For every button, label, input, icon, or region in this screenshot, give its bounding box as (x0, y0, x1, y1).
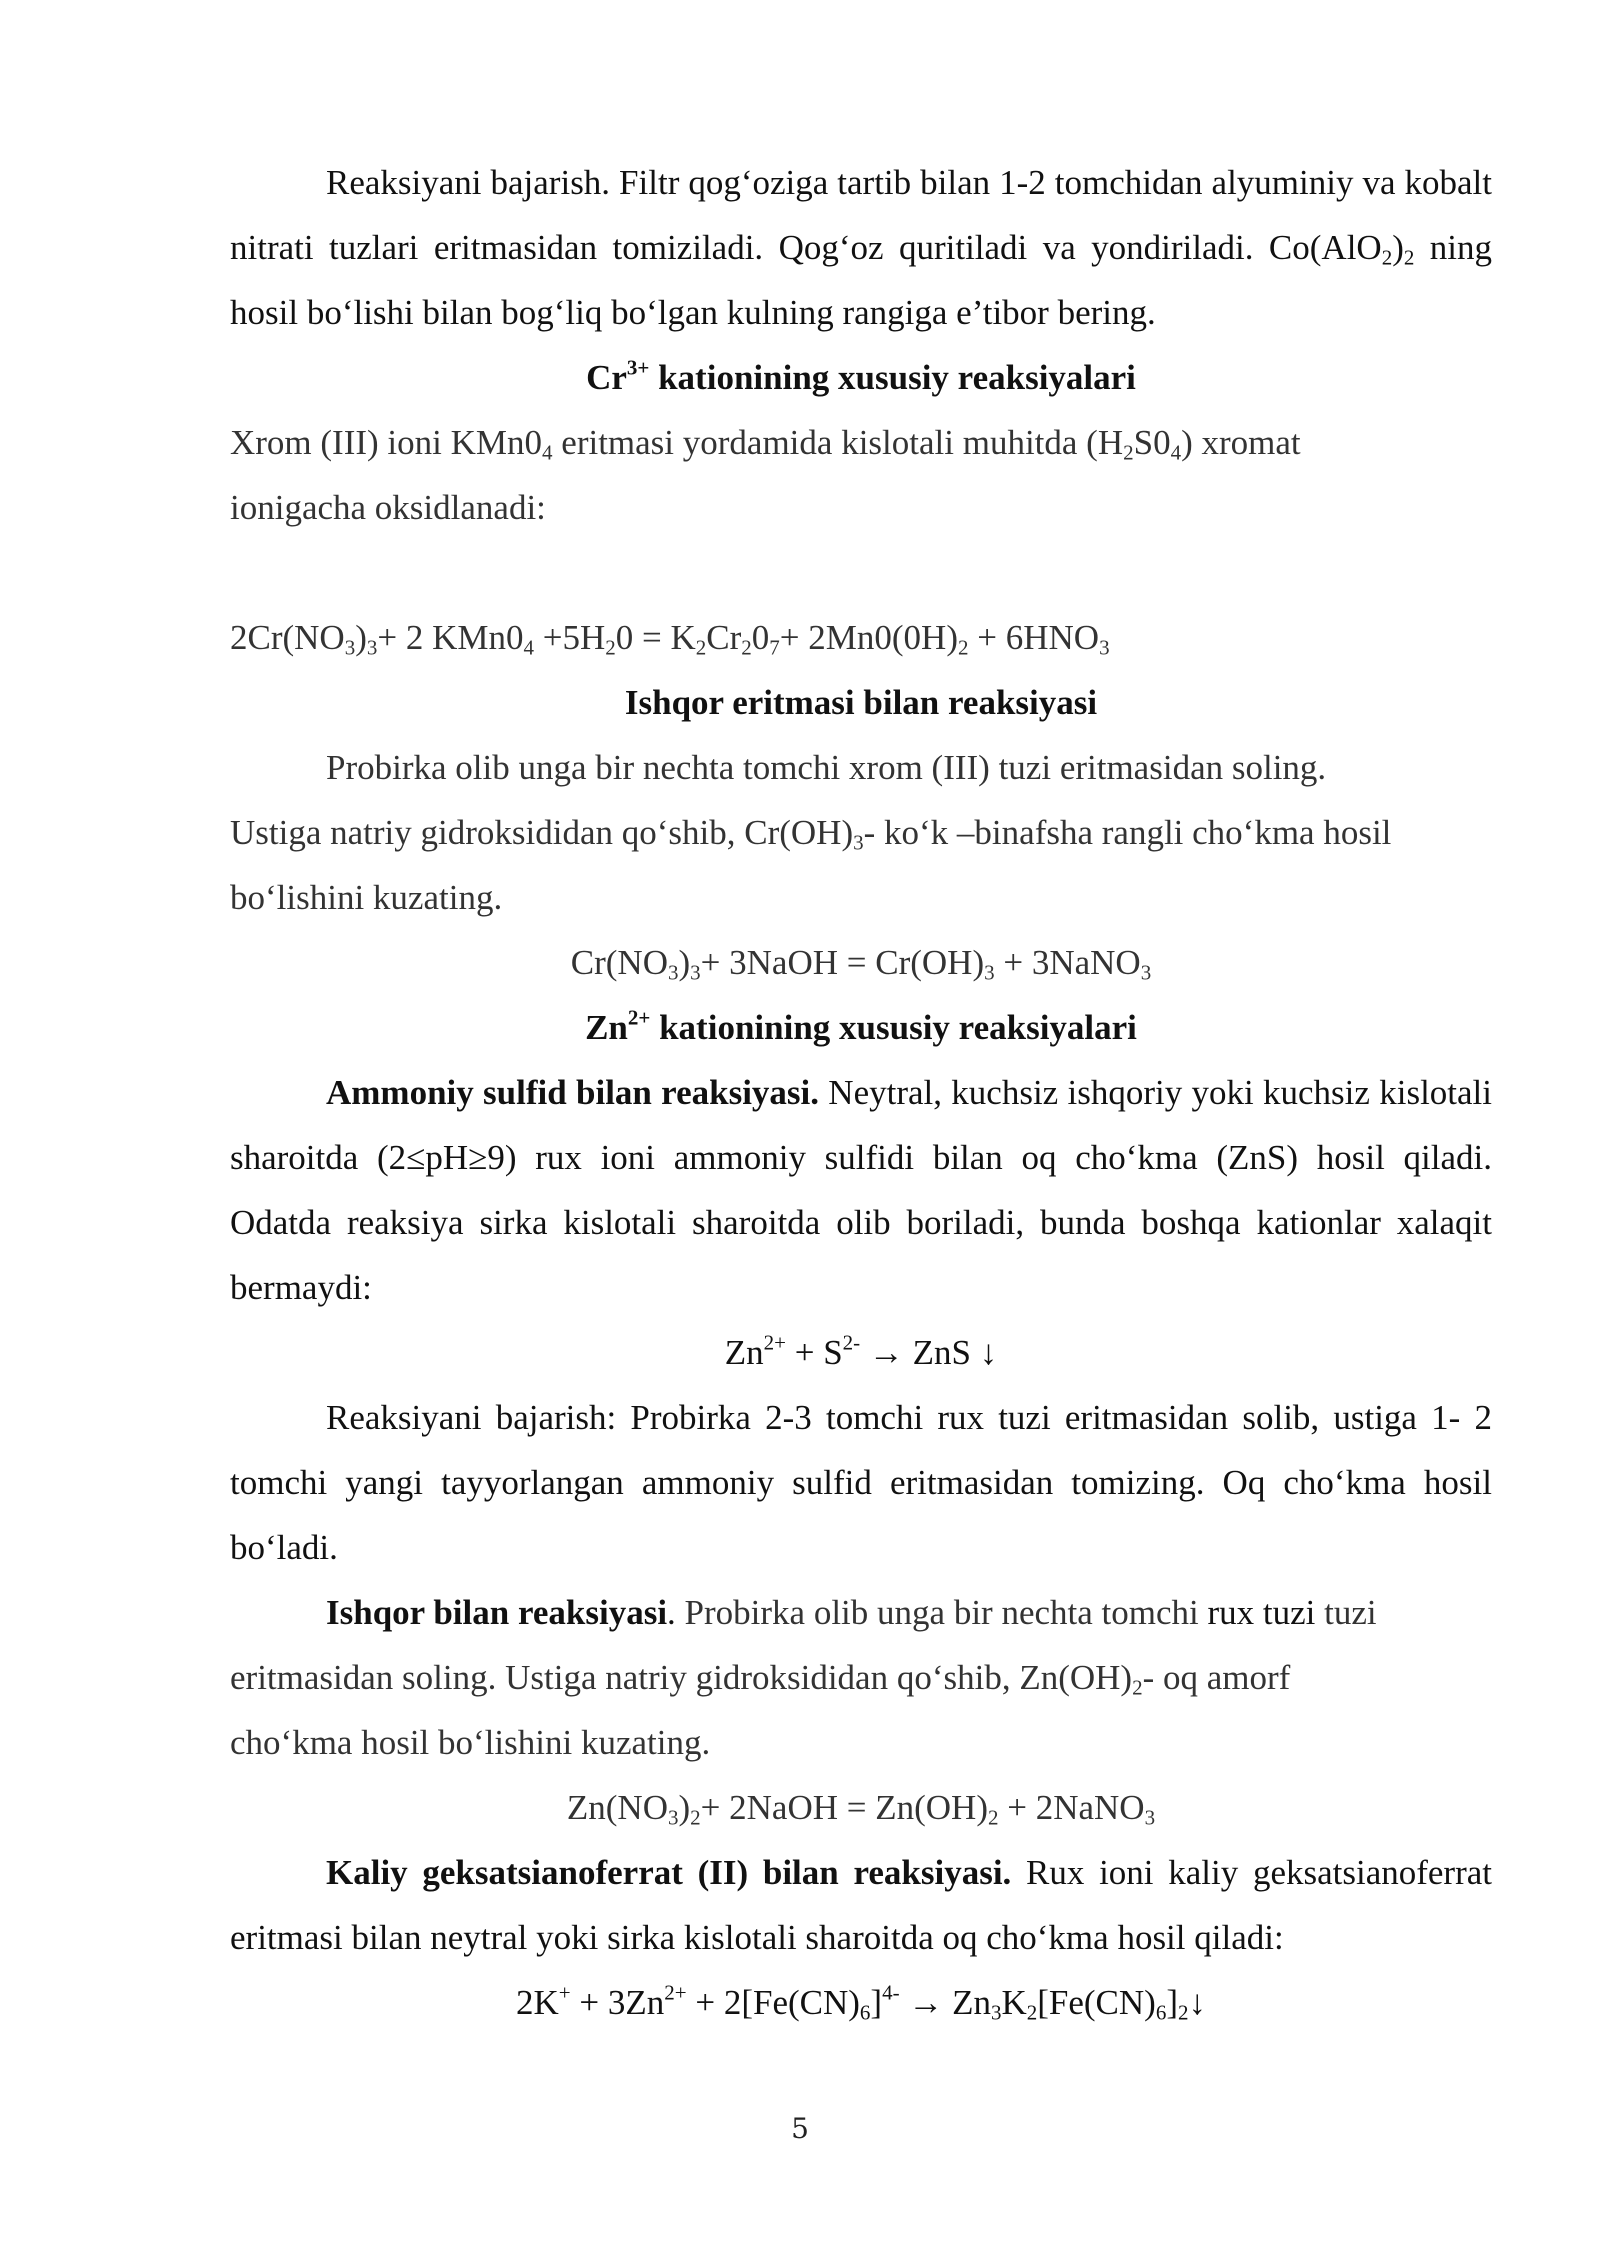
equation-cr-kmno4: $2Cr(NO_3)_3+ 2$ $KMn0_4 +5H_20 = K_2Cr_20_7+ 2Mn0(0H)_2 + 6HNO_3$ (230, 618, 1110, 660)
paragraph-cr-alkali: Probirka olib unga bir nechta tomchi xrom (III) tuzi eritmasidan soling. Ustiga natriy gidroksididan qo‘shib, $Cr(OH)_3-$ ko‘k –binafsha rangli cho‘kma hosil bo‘lishini kuzating. (230, 748, 1392, 917)
heading-cr-reactions: $Cr^{3+}$ kationining xususiy reaksiyalari (586, 355, 1136, 397)
paragraph-zns-procedure: Reaksiyani bajarish: Probirka 2-3 tomchi rux tuzi eritmasidan solib, ustiga 1- 2 tomchi yangi tayyorlangan ammoniy sulfid eritmasidan tomizing. Oq cho‘kma hosil bo‘ladi. (230, 1398, 1492, 1567)
paragraph-reaction-procedure: Reaksiyani bajarish. Filtr qog‘oziga tartib bilan 1-2 tomchidan alyuminiy va kobalt nitrati tuzlari eritmasidan tomiziladi. Qog‘oz quritiladi va yondiriladi. $Co(AlO_2)_2$ ning hosil bo‘lishi bilan bog‘liq bo‘lgan kulning rangiga e’tibor bering. (230, 163, 1493, 332)
heading-alkali-reaction: Ishqor eritmasi bilan reaksiyasi (624, 683, 1098, 722)
paragraph-cr-oxidation: Xrom (III) ioni $KMn0_4$ eritmasi yordamida kislotali muhitda $(H_2S0_4)$ xromat ionigacha oksidlanadi: (230, 423, 1301, 527)
equation-cr-naoh: $Cr(NO_3)_3+$ 3NaOH = $Cr(OH)_3$ + 3NaNO$_3$ (570, 943, 1152, 985)
paragraph-zn-alkali: Ishqor bilan reaksiyasi. Probirka olib unga bir nechta tomchi rux tuzi tuzi eritmasidan soling. Ustiga natriy gidroksididan qo‘shib, $Zn(OH)_2-$ oq amorf cho‘kma hosil bo‘lishini kuzating. (230, 1593, 1377, 1762)
heading-zn-reactions: $Zn^{2+}$ kationining xususiy reaksiyalari (585, 1005, 1137, 1047)
equation-zns: $Zn^{2+} + S^{2-}$ → ZnS ↓ (724, 1330, 998, 1372)
paragraph-potassium-ferrocyanide: Kaliy geksatsianoferrat (II) bilan reaksiyasi. Rux ioni kaliy geksatsianoferrat eritmasi bilan neytral yoki sirka kislotali sharoitda oq cho‘kma hosil qiladi: (230, 1853, 1492, 1957)
page-number: 5 (791, 2112, 809, 2145)
paragraph-ammonium-sulfide: Ammoniy sulfid bilan reaksiyasi. Neytral, kuchsiz ishqoriy yoki kuchsiz kislotali sharoitda (2≤pH≥9) rux ioni ammoniy sulfidi bilan oq cho‘kma (ZnS) hosil qiladi. Odatda reaksiya sirka kislotali sharoitda olib boriladi, bunda boshqa kationlar xalaqit bermaydi: (230, 1073, 1493, 1307)
equation-zn-naoh: $Zn(NO_3)_2+$ 2NaOH = $Zn(OH)_2$ + 2NaNO$_3$ (566, 1788, 1156, 1830)
document-page (230, 150, 1492, 2035)
equation-zn-ferrocyanide: $2K^+ + 3Zn^{2+} + 2[Fe(CN)_6]^{4-}$ → $Zn_3K_2[Fe(CN)_6]_2↓$ (516, 1980, 1206, 2025)
